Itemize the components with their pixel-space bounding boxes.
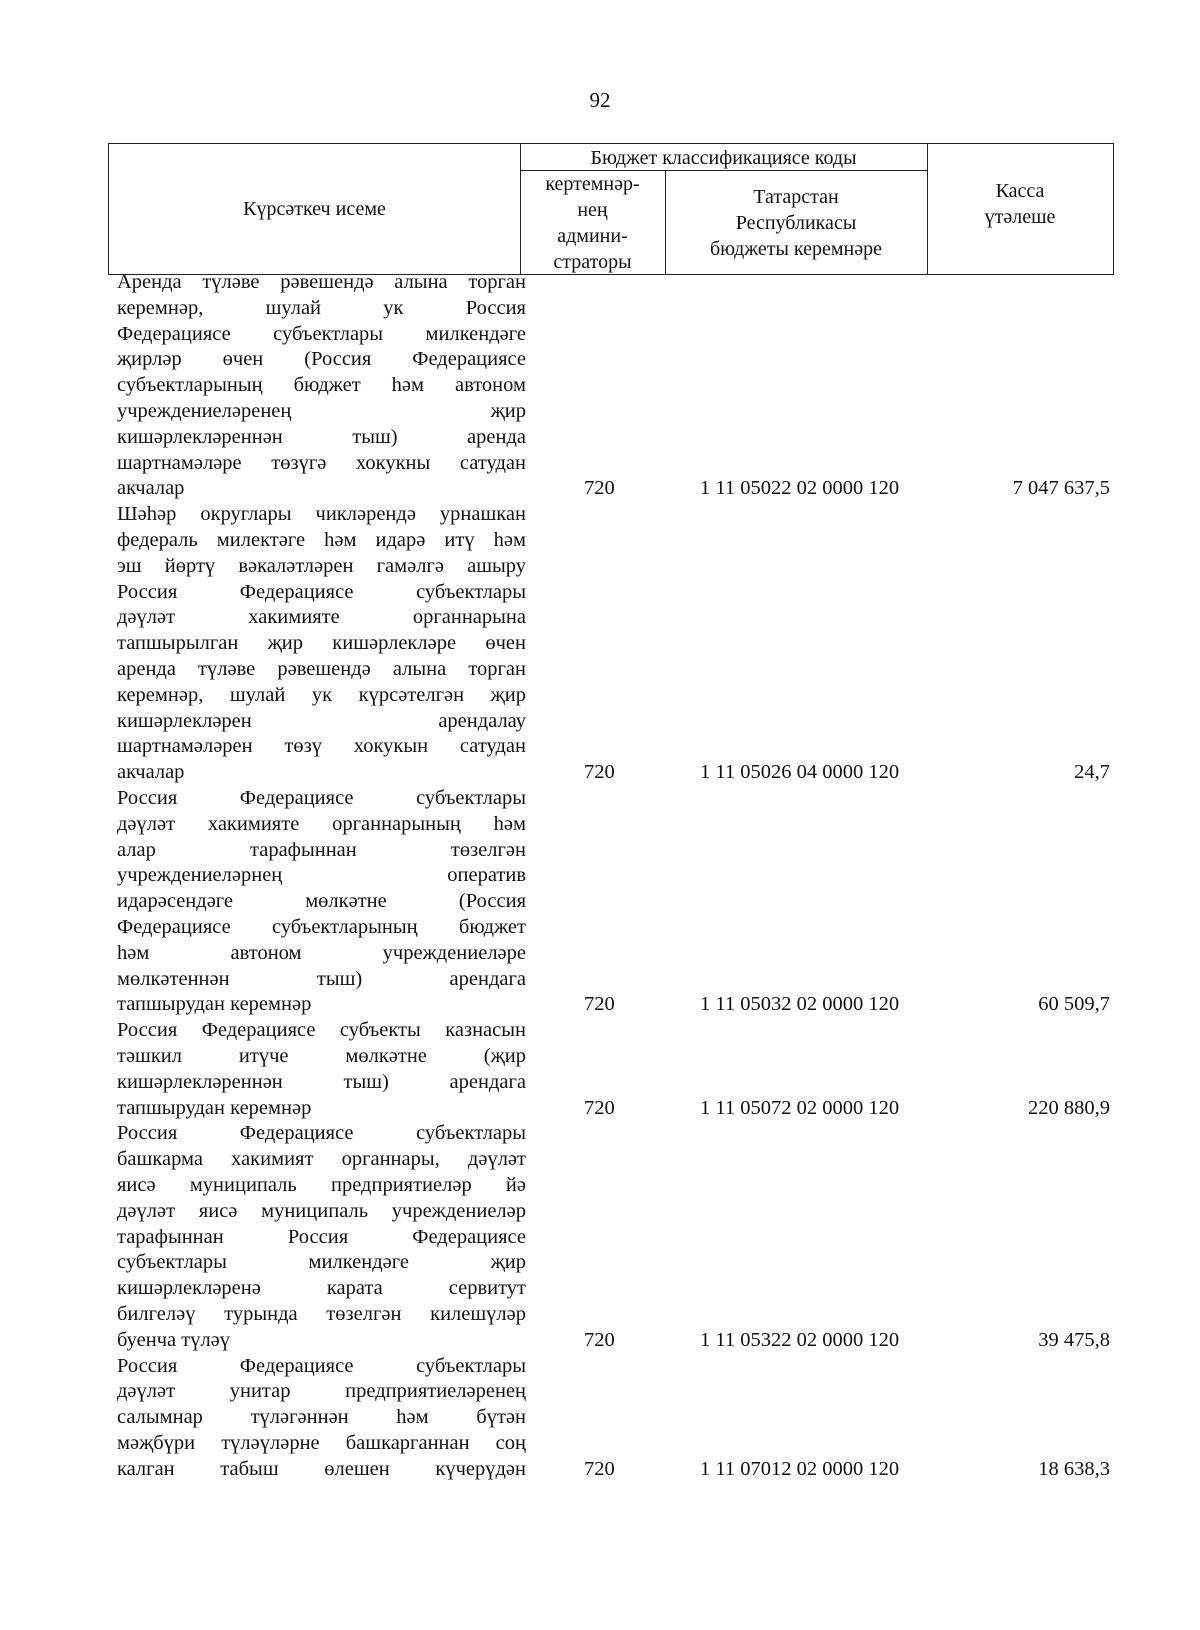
indicator-name-cell [117, 1018, 526, 1121]
header-cash-execution [927, 144, 1113, 264]
indicator-name-line: мәҗбүри түләүләрне башкарганнан соң [117, 1431, 526, 1454]
indicator-name-line: дәүләт яисә муниципаль учреждениеләр [117, 1199, 526, 1222]
administrator-code-cell: 720 [584, 761, 615, 784]
indicator-name-line: дәүләт хакимияте органнарының һәм [117, 812, 526, 835]
indicator-name-line: акчалар [117, 477, 185, 500]
indicator-name-line: дәүләт унитар предприятиеләренең [117, 1380, 526, 1403]
indicator-name-line: шартнамәләре төзүгә хокукны сатудан [117, 451, 526, 474]
indicator-name-line: Аренда түләве рәвешендә алына торган [117, 271, 526, 293]
page-number: 92 [589, 88, 611, 112]
indicator-name-line: кишәрлекләреннән тыш) арендага [117, 1070, 526, 1093]
indicator-name-line: Федерациясе субъектлары милкендәге [117, 322, 526, 345]
indicator-name-line: Федерациясе субъектларының бюджет [117, 915, 526, 938]
indicator-name-line: учреждениеләрнең оператив [117, 864, 526, 887]
indicator-name-cell [117, 1354, 526, 1483]
cash-amount-cell: 39 475,8 [1038, 1328, 1110, 1351]
header-revenue-line: Татарстан [753, 185, 839, 208]
indicator-name-line: аренда түләве рәвешендә алына торган [117, 657, 526, 680]
indicator-name-line: кишәрлекләренә карата сервитут [117, 1277, 526, 1300]
indicator-name-line: тапшырылган җир кишәрлекләре өчен [117, 632, 526, 655]
header-revenue-line: бюджеты керемнәре [710, 237, 882, 260]
budget-code-cell: 1 11 05026 04 0000 120 [700, 761, 900, 784]
indicator-name-line: алар тарафыннан төзелгән [117, 838, 526, 861]
administrator-code-cell: 720 [584, 1457, 615, 1480]
header-admin-line: админи- [557, 224, 628, 247]
table-row [0, 786, 1200, 1018]
header-tatarstan-revenue [665, 171, 927, 274]
indicator-name-cell [117, 270, 526, 502]
indicator-name-line: җирләр өчен (Россия Федерациясе [117, 348, 526, 371]
header-budget-code-group: Бюджет классификациясе коды [590, 146, 857, 169]
indicator-name-line: учреждениеләренең җир [117, 399, 526, 422]
indicator-name-line: кишәрлекләреннән тыш) аренда [117, 425, 526, 448]
indicator-name-line: Россия Федерациясе субъектлары [117, 580, 526, 603]
indicator-name-line: яисә муниципаль предприятиеләр йә [117, 1173, 526, 1196]
indicator-name-line: керемнәр, шулай ук Россия [117, 296, 526, 319]
indicator-name-line: шартнамәләрен төзү хокукын сатудан [117, 735, 526, 758]
table-row [0, 1354, 1200, 1483]
cash-amount-cell: 24,7 [1074, 761, 1110, 784]
indicator-name-line: һәм автоном учреждениеләре [117, 941, 526, 964]
budget-code-cell: 1 11 05022 02 0000 120 [700, 477, 900, 500]
indicator-name-line: билгеләү турында төзелгән килешүләр [117, 1302, 526, 1325]
indicator-name-line: кишәрлекләрен арендалау [117, 709, 526, 732]
table-row [0, 502, 1200, 786]
indicator-name-line: мөлкәтеннән тыш) арендага [117, 967, 526, 990]
indicator-name-line: субъектларының бюджет һәм автоном [117, 374, 526, 397]
administrator-code-cell: 720 [584, 477, 615, 500]
cash-amount-cell: 60 509,7 [1038, 993, 1110, 1016]
header-revenue-line: Республикасы [735, 211, 857, 234]
cash-amount-cell: 220 880,9 [1028, 1096, 1110, 1119]
indicator-name-line: Россия Федерациясе субъектлары [117, 1122, 526, 1145]
indicator-name-line: идарәсендәге мөлкәтне (Россия [117, 890, 526, 913]
cash-amount-cell: 7 047 637,5 [1012, 477, 1110, 500]
administrator-code-cell: 720 [584, 1096, 615, 1119]
cash-amount-cell: 18 638,3 [1038, 1457, 1110, 1480]
table-row [0, 270, 1200, 502]
indicator-name-line: тарафыннан Россия Федерациясе [117, 1225, 526, 1248]
budget-code-cell: 1 11 07012 02 0000 120 [700, 1457, 900, 1480]
header-indicator-name: Күрсәткеч исеме [243, 198, 386, 220]
header-admin-line: страторы [553, 250, 632, 273]
indicator-name-line: субъектлары милкендәге җир [117, 1251, 526, 1274]
table-header [108, 143, 1114, 275]
indicator-name-line: салымнар түләгәннән һәм бүтән [117, 1406, 526, 1429]
indicator-name-line: Россия Федерациясе субъектлары [117, 787, 526, 809]
header-admin-line: кертемнәр- [545, 172, 640, 195]
budget-code-cell: 1 11 05072 02 0000 120 [700, 1096, 900, 1119]
indicator-name-line: акчалар [117, 761, 185, 784]
indicator-name-line: федераль милектәге һәм идарә итү һәм [117, 528, 526, 551]
indicator-name-line: калган табыш өлешен күчерүдән [117, 1457, 526, 1480]
table-row [0, 1121, 1200, 1353]
indicator-name-cell [117, 1121, 526, 1353]
indicator-name-line: Шәһәр округлары чикләрендә урнашкан [117, 503, 526, 526]
indicator-name-line: керемнәр, шулай ук күрсәтелгән җир [117, 683, 526, 706]
administrator-code-cell: 720 [584, 1328, 615, 1351]
indicator-name-line: дәүләт хакимияте органнарына [117, 606, 526, 629]
budget-code-cell: 1 11 05032 02 0000 120 [700, 993, 900, 1016]
administrator-code-cell: 720 [584, 993, 615, 1016]
indicator-name-line: башкарма хакимият органнары, дәүләт [117, 1148, 526, 1171]
indicator-name-line: эш йөртү вәкаләтләрен гамәлгә ашыру [117, 554, 526, 577]
indicator-name-line: тапшырудан керемнәр [117, 1096, 312, 1119]
indicator-name-line: тәшкил итүче мөлкәтне (җир [117, 1044, 526, 1067]
indicator-name-line: тапшырудан керемнәр [117, 993, 312, 1016]
indicator-name-line: Россия Федерациясе субъектлары [117, 1354, 526, 1377]
header-admin-line: нең [577, 198, 608, 221]
indicator-name-line: Россия Федерациясе субъекты казнасын [117, 1019, 526, 1042]
header-revenue-administrator [520, 171, 665, 274]
header-cash-line: Касса [995, 180, 1045, 202]
header-cash-line: үтәлеше [984, 206, 1056, 228]
budget-code-cell: 1 11 05322 02 0000 120 [700, 1328, 900, 1351]
indicator-name-cell [117, 786, 526, 1018]
indicator-name-line: буенча түләү [117, 1328, 231, 1351]
indicator-name-cell [117, 502, 526, 786]
table-row [0, 1018, 1200, 1121]
